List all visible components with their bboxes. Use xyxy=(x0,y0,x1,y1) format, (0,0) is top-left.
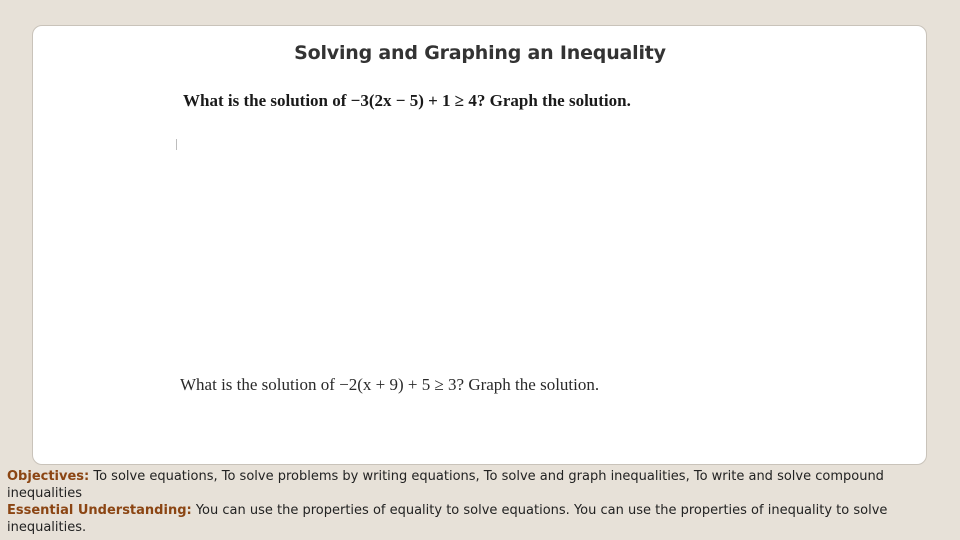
understanding-label: Essential Understanding: xyxy=(7,503,192,518)
understanding-text: You can use the properties of equality to solve equations. You can use the properties of inequality to solve inequalities. xyxy=(7,503,888,535)
understanding-line xyxy=(7,502,937,536)
objectives-text: To solve equations, To solve problems by writing equations, To solve and graph inequalities, To write and solve compound inequalities xyxy=(7,469,884,501)
objectives-line xyxy=(7,468,937,502)
cursor-mark xyxy=(176,139,177,150)
objectives-label: Objectives: xyxy=(7,469,90,484)
question-2: What is the solution of −2(x + 9) + 5 ≥ 3? Graph the solution. xyxy=(180,375,600,394)
question-1: What is the solution of −3(2x − 5) + 1 ≥ 4? Graph the solution. xyxy=(183,91,631,110)
slide-title: Solving and Graphing an Inequality xyxy=(294,42,666,64)
objectives-footer xyxy=(7,468,937,536)
